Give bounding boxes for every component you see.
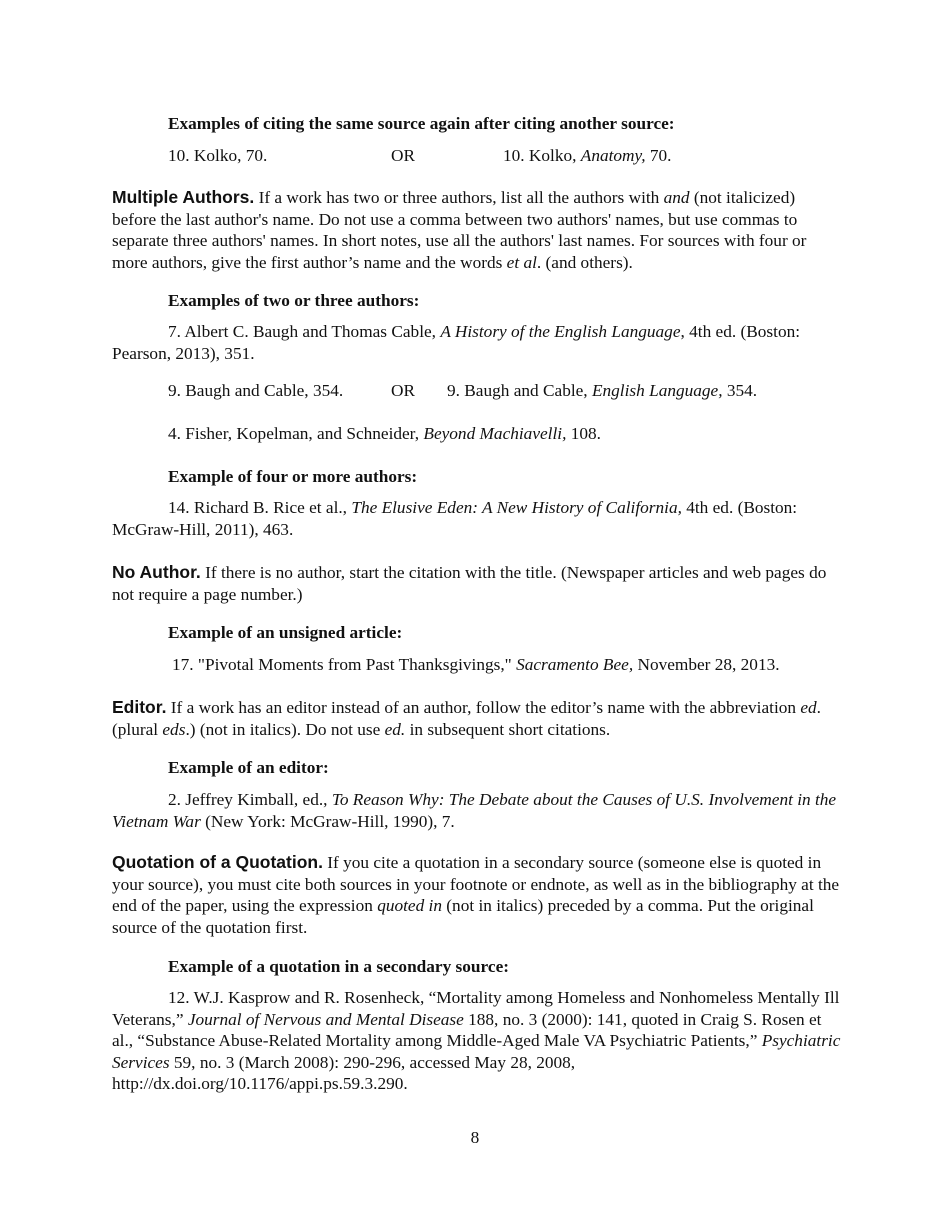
same-source-or: OR [391, 146, 416, 165]
no-author-title: No Author. [112, 562, 201, 582]
quotation-paragraph: Quotation of a Quotation. If you cite a quotation in a secondary source (someone else is quoted in your source), you must cite both sources in your footnote or endnote, as well as in the bibliography at the end of the paper, using the expression quoted in (not in italics) preceded by a comma. Put the original source of the quotation first. [112, 852, 840, 937]
citation-fisher: 4. Fisher, Kopelman, and Schneider, Beyond Machiavelli, 108. [168, 424, 601, 443]
citation-kimball: 2. Jeffrey Kimball, ed., To Reason Why: The Debate about the Causes of U.S. Involvement in the Vietnam War (New York: McGraw-Hill, 1990), 7. [112, 790, 837, 831]
two-three-authors-heading: Examples of two or three authors: [168, 291, 420, 310]
short-citation-right: 9. Baugh and Cable, English Language, 354. [447, 381, 758, 400]
page-number: 8 [470, 1128, 480, 1147]
editor-paragraph: Editor. If a work has an editor instead of an author, follow the editor’s name with the abbreviation ed. (plural eds.) (not in italics). Do not use ed. in subsequent short citations. [112, 697, 821, 739]
short-citation-left: 9. Baugh and Cable, 354. [168, 381, 344, 400]
unsigned-article-heading: Example of an unsigned article: [168, 623, 403, 642]
same-source-example-right: 10. Kolko, Anatomy, 70. [503, 146, 672, 165]
short-citation-or: OR [391, 381, 416, 400]
multiple-authors-title: Multiple Authors. [112, 187, 255, 207]
secondary-source-heading: Example of a quotation in a secondary source: [168, 957, 509, 976]
no-author-paragraph: No Author. If there is no author, start the citation with the title. (Newspaper articles and web pages do not require a page number.) [112, 562, 827, 604]
citation-rice: 14. Richard B. Rice et al., The Elusive Eden: A New History of California, 4th ed. (Boston: McGraw-Hill, 2011), 463. [112, 498, 798, 539]
citation-kasprow: 12. W.J. Kasprow and R. Rosenheck, “Mortality among Homeless and Nonhomeless Mentally Ill Veterans,” Journal of Nervous and Mental Disease 188, no. 3 (2000): 141, quoted in Craig S. Rosen et al., “Substance Abuse-Related Mortality among Middle-Aged Male VA Psychiatric Patients,” Psychiatric Services 59, no. 3 (March 2008): 290-296, accessed May 28, 2008, http://dx.doi.org/10.1176/appi.ps.59.3.290. [112, 988, 841, 1093]
citation-unsigned: 17. "Pivotal Moments from Past Thanksgivings," Sacramento Bee, November 28, 2013. [172, 655, 780, 674]
editor-title: Editor. [112, 697, 167, 717]
same-source-example-left: 10. Kolko, 70. [168, 146, 268, 165]
same-source-heading: Examples of citing the same source again after citing another source: [168, 114, 675, 133]
multiple-authors-paragraph: Multiple Authors. If a work has two or three authors, list all the authors with and (not italicized) before the last author's name. Do not use a comma between two authors' names, but use commas to separate three authors' names. In short notes, use all the authors' last names. For sources with four or more authors, give the first author’s name and the words et al. (and others). [112, 187, 807, 272]
four-more-authors-heading: Example of four or more authors: [168, 467, 418, 486]
citation-baugh-cable: 7. Albert C. Baugh and Thomas Cable, A History of the English Language, 4th ed. (Boston: Pearson, 2013), 351. [112, 322, 801, 363]
editor-example-heading: Example of an editor: [168, 758, 329, 777]
quotation-title: Quotation of a Quotation. [112, 852, 323, 872]
